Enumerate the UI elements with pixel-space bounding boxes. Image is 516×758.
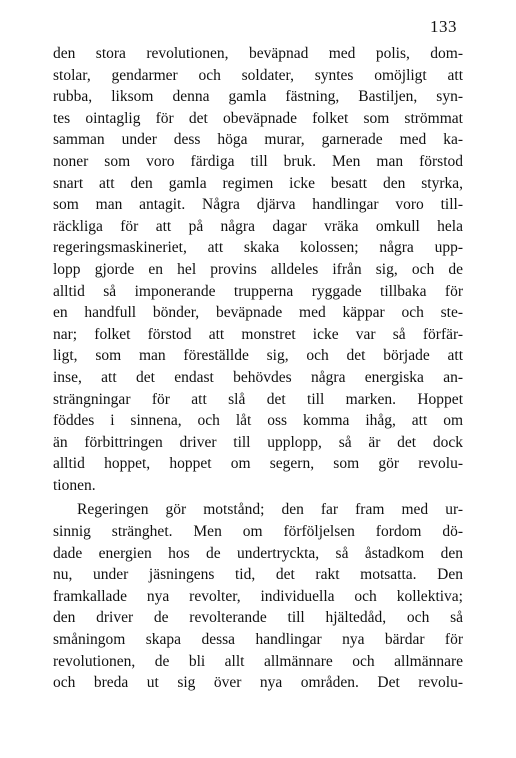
- text-line: stolar, gendarmer och soldater, syntes omöjligt att: [53, 66, 463, 84]
- text-line: småningom skapa dessa handlingar nya bärdar för: [53, 631, 463, 649]
- text-line: en handfull bönder, beväpnade med käppar och ste-: [53, 304, 463, 322]
- text-line: räckliga för att på några dagar vräka omkull hela: [53, 217, 463, 235]
- text-line: den driver de revolterande till hjältedåd, och så: [53, 609, 463, 627]
- text-line: föddes i sinnena, och låt oss komma ihåg, att om: [53, 412, 463, 430]
- text-line: den stora revolutionen, beväpnad med polis, dom-: [53, 45, 463, 62]
- text-line: som man antagit. Några djärva handlingar voro till-: [53, 196, 463, 214]
- text-line: sinnig stränghet. Men om förföljelsen fordom dö-: [53, 523, 463, 541]
- paragraph-1: [53, 43, 463, 496]
- text-line: nar; folket förstod att monstret icke var så förfär-: [53, 325, 463, 343]
- text-line: dade energien hos de undertryckta, så åstadkom den: [53, 544, 463, 562]
- text-line: tionen.: [53, 476, 96, 494]
- body-text: [53, 43, 463, 694]
- text-line: alltid hoppet, hoppet om segern, som gör revolu-: [53, 455, 463, 473]
- text-line: framkallade nya revolter, individuella och kollektiva;: [53, 587, 463, 605]
- text-line: alltid så imponerande trupperna ryggade tillbaka för: [53, 282, 463, 300]
- text-line: strängningar för att slå det till marken. Hoppet: [53, 390, 463, 408]
- text-line: regeringsmaskineriet, att skaka kolossen; några upp-: [53, 239, 463, 257]
- text-line: revolutionen, de bli allt allmännare och allmännare: [53, 652, 463, 670]
- text-line: ligt, som man föreställde sig, och det började att: [53, 347, 463, 365]
- text-line: tes ointaglig för det obeväpnade folket som strömmat: [53, 109, 463, 127]
- text-line: än förbittringen driver till upplopp, så är det dock: [53, 433, 463, 451]
- text-line: snart att den gamla regimen icke besatt den styrka,: [53, 174, 463, 192]
- text-line: inse, att det endast behövdes några energiska an-: [53, 368, 463, 386]
- text-line: nu, under jäsningens tid, det rakt motsatta. Den: [53, 566, 463, 584]
- text-line: noner som voro färdiga till bruk. Men man förstod: [53, 152, 463, 170]
- text-line: Regeringen gör motstånd; den far fram med ur-: [77, 501, 463, 519]
- text-line: samman under dess höga murar, garnerade med ka-: [53, 131, 463, 149]
- page-number: 133: [430, 17, 457, 36]
- text-line: lopp gjorde en hel provins alldeles ifrån sig, och de: [53, 260, 463, 278]
- text-line: rubba, liksom denna gamla fästning, Bastiljen, syn-: [53, 88, 463, 106]
- text-line: och breda ut sig över nya områden. Det revolu-: [53, 674, 463, 692]
- paragraph-2: [53, 499, 463, 693]
